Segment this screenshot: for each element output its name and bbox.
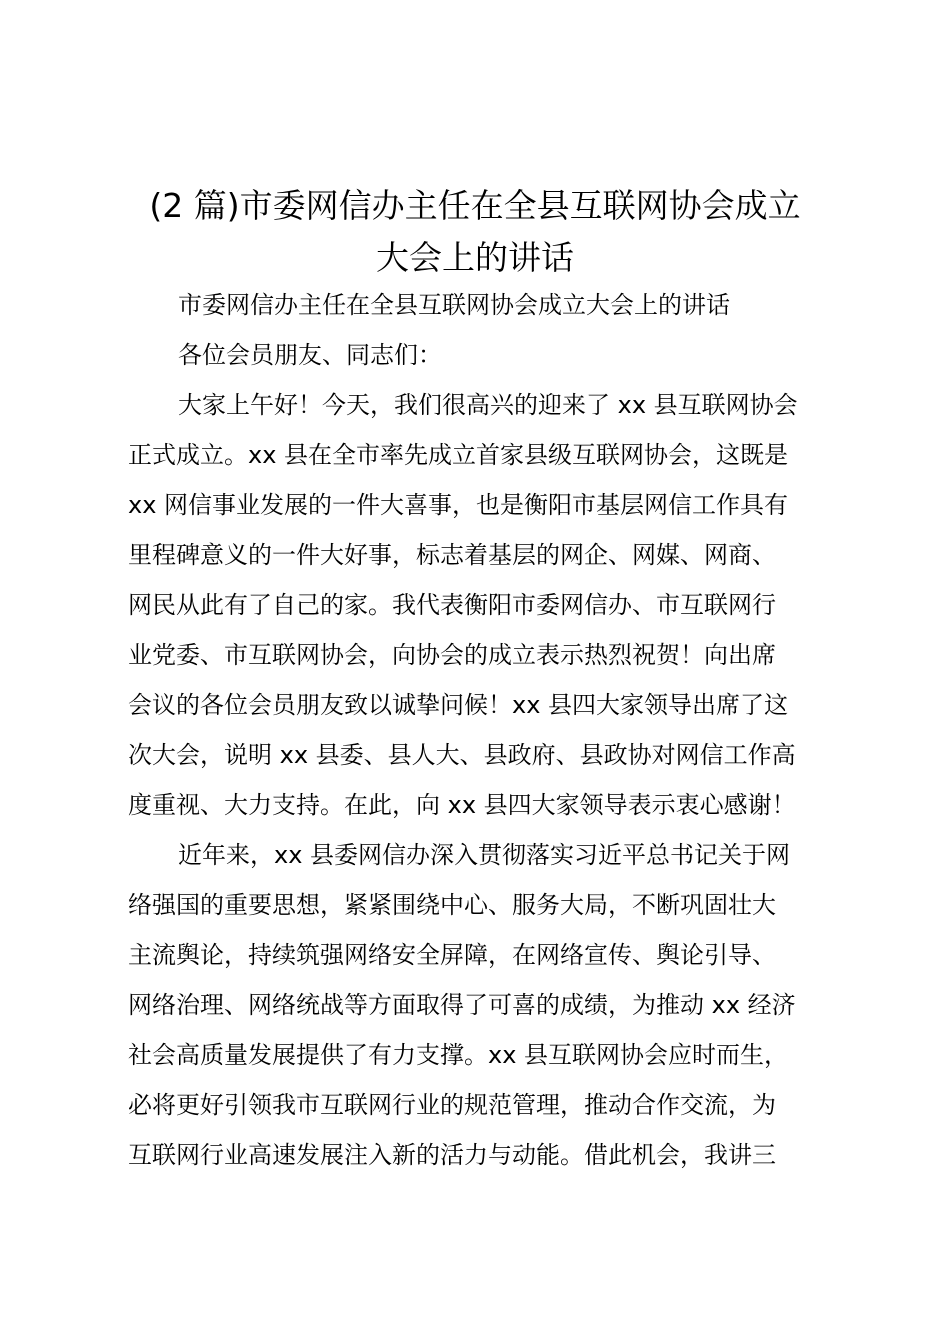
paragraph-line: 络强国的重要思想，紧紧围绕中心、服务大局，不断巩固壮大	[128, 891, 776, 919]
paragraph-line: 网络治理、网络统战等方面取得了可喜的成绩，为推动 xx 经济	[128, 991, 796, 1019]
paragraph-line: 网民从此有了自己的家。我代表衡阳市委网信办、市互联网行	[128, 591, 776, 619]
document-title	[90, 180, 860, 284]
paragraph-line: xx 网信事业发展的一件大喜事，也是衡阳市基层网信工作具有	[128, 491, 789, 519]
paragraph-line: 社会高质量发展提供了有力支撑。xx 县互联网协会应时而生，	[128, 1041, 789, 1069]
paragraph-line: 次大会，说明 xx 县委、县人大、县政府、县政协对网信工作高	[128, 741, 796, 769]
paragraph-line: 必将更好引领我市互联网行业的规范管理，推动合作交流，为	[128, 1091, 776, 1119]
paragraph-line: 主流舆论，持续筑强网络安全屏障，在网络宣传、舆论引导、	[128, 941, 776, 969]
paragraph-line: 业党委、市互联网协会，向协会的成立表示热烈祝贺！向出席	[128, 641, 776, 669]
paragraph-line: 会议的各位会员朋友致以诚挚问候！xx 县四大家领导出席了这	[128, 691, 789, 719]
paragraph-line: 近年来，xx 县委网信办深入贯彻落实习近平总书记关于网	[178, 841, 791, 869]
title-line-1: (2 篇)市委网信办主任在全县互联网协会成立	[149, 186, 801, 225]
title-line-2: 大会上的讲话	[376, 238, 574, 277]
paragraph-line: 度重视、大力支持。在此，向 xx 县四大家领导表示衷心感谢！	[128, 791, 796, 819]
greeting: 各位会员朋友、同志们：	[178, 341, 442, 369]
paragraph-line: 互联网行业高速发展注入新的活力与动能。借此机会，我讲三	[128, 1141, 776, 1169]
document-subtitle: 市委网信办主任在全县互联网协会成立大会上的讲话	[178, 291, 730, 319]
paragraph-line: 正式成立。xx 县在全市率先成立首家县级互联网协会，这既是	[128, 441, 789, 469]
paragraph-line: 里程碑意义的一件大好事，标志着基层的网企、网媒、网商、	[128, 541, 776, 569]
paragraph-line: 大家上午好！今天，我们很高兴的迎来了 xx 县互联网协会	[178, 391, 798, 419]
